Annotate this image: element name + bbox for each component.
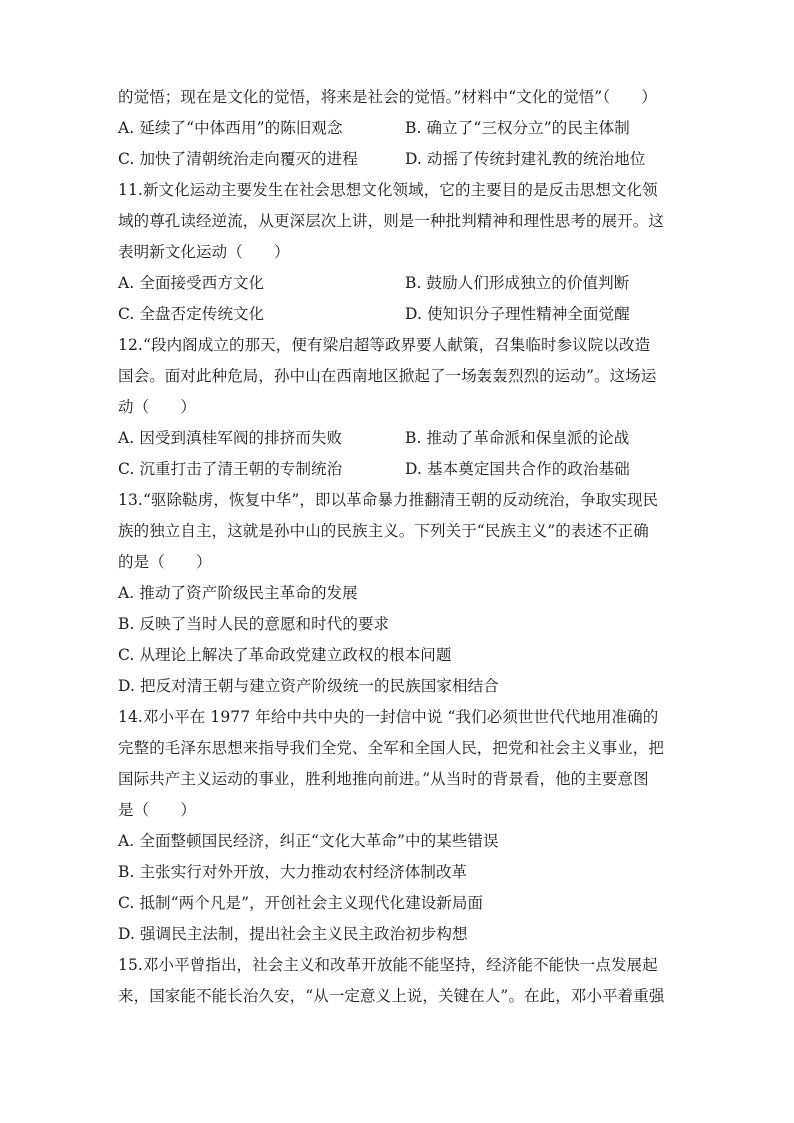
option-d: D. 基本奠定国共合作的政治基础 — [405, 460, 630, 478]
question-15-line: 来，国家能不能长治久安，“从一定意义上说，关键在人”。在此，邓小平着重强 — [118, 987, 665, 1005]
option-a: A. 全面接受西方文化 — [118, 274, 265, 292]
options-row — [118, 113, 678, 144]
option-c: C. 从理论上解决了革命政党建立政权的根本问题 — [118, 646, 452, 664]
question-12-line: 12.“段内阁成立的那天，便有梁启超等政界要人献策，召集临时参议院以改造 — [118, 336, 651, 354]
options-row — [118, 144, 678, 175]
option-a: A. 因受到滇桂军阀的排挤而失败 — [118, 429, 343, 447]
option-d: D. 动摇了传统封建礼教的统治地位 — [405, 150, 646, 168]
options-row — [118, 299, 678, 330]
question-11-line: 表明新文化运动（ ） — [118, 243, 290, 261]
option-c: C. 加快了清朝统治走向覆灭的进程 — [118, 150, 358, 168]
option-a: A. 推动了资产阶级民主革命的发展 — [118, 584, 358, 602]
options-row — [118, 268, 678, 299]
question-13-line: 的是（ ） — [118, 553, 212, 571]
options-row — [118, 454, 678, 485]
option-a: A. 全面整顿国民经济，纠正“文化大革命”中的某些错误 — [118, 832, 499, 850]
option-b: B. 主张实行对外开放，大力推动农村经济体制改革 — [118, 863, 468, 881]
option-d: D. 使知识分子理性精神全面觉醒 — [405, 305, 630, 323]
question-12-line: 国会。面对此种危局，孙中山在西南地区掀起了一场轰轰烈烈的运动”。这场运 — [118, 367, 657, 385]
option-b: B. 反映了当时人民的意愿和时代的要求 — [118, 615, 390, 633]
question-14-line: 完整的毛泽东思想来指导我们全党、全军和全国人民，把党和社会主义事业，把 — [118, 739, 665, 757]
option-c: C. 抵制“两个凡是”，开创社会主义现代化建设新局面 — [118, 894, 484, 912]
question-13-line: 族的独立自主，这就是孙中山的民族主义。下列关于“民族主义”的表述不正确 — [118, 522, 649, 540]
option-c: C. 沉重打击了清王朝的专制统治 — [118, 460, 343, 478]
question-15-line: 15.邓小平曾指出，社会主义和改革开放能不能坚持，经济能不能快一点发展起 — [118, 956, 658, 974]
option-c: C. 全盘否定传统文化 — [118, 305, 265, 323]
question-12-line: 动（ ） — [118, 398, 197, 416]
options-row — [118, 423, 678, 454]
option-d: D. 强调民主法制，提出社会主义民主政治初步构想 — [118, 925, 468, 943]
option-b: B. 鼓励人们形成独立的价值判断 — [405, 274, 630, 292]
question-11-line: 11.新文化运动主要发生在社会思想文化领域，它的主要目的是反击思想文化领 — [118, 181, 658, 199]
question-14-line: 国际共产主义运动的事业，胜利地推向前进。”从当时的背景看，他的主要意图 — [118, 770, 649, 788]
document-page — [118, 82, 678, 1012]
text-line: 的觉悟；现在是文化的觉悟，将来是社会的觉悟。”材料中“文化的觉悟”（ ） — [118, 88, 657, 106]
question-14-line: 14.邓小平在 1977 年给中共中央的一封信中说 “我们必须世世代代地用准确的 — [118, 708, 659, 726]
question-14-line: 是（ ） — [118, 801, 197, 819]
question-13-line: 13.“驱除鞑虏，恢复中华”，即以革命暴力推翻清王朝的反动统治，争取实现民 — [118, 491, 659, 509]
option-d: D. 把反对清王朝与建立资产阶级统一的民族国家相结合 — [118, 677, 499, 695]
question-11-line: 域的尊孔读经逆流，从更深层次上讲，则是一种批判精神和理性思考的展开。这 — [118, 212, 665, 230]
option-b: B. 推动了革命派和保皇派的论战 — [405, 429, 630, 447]
option-b: B. 确立了“三权分立”的民主体制 — [405, 119, 630, 137]
option-a: A. 延续了“中体西用”的陈旧观念 — [118, 119, 343, 137]
